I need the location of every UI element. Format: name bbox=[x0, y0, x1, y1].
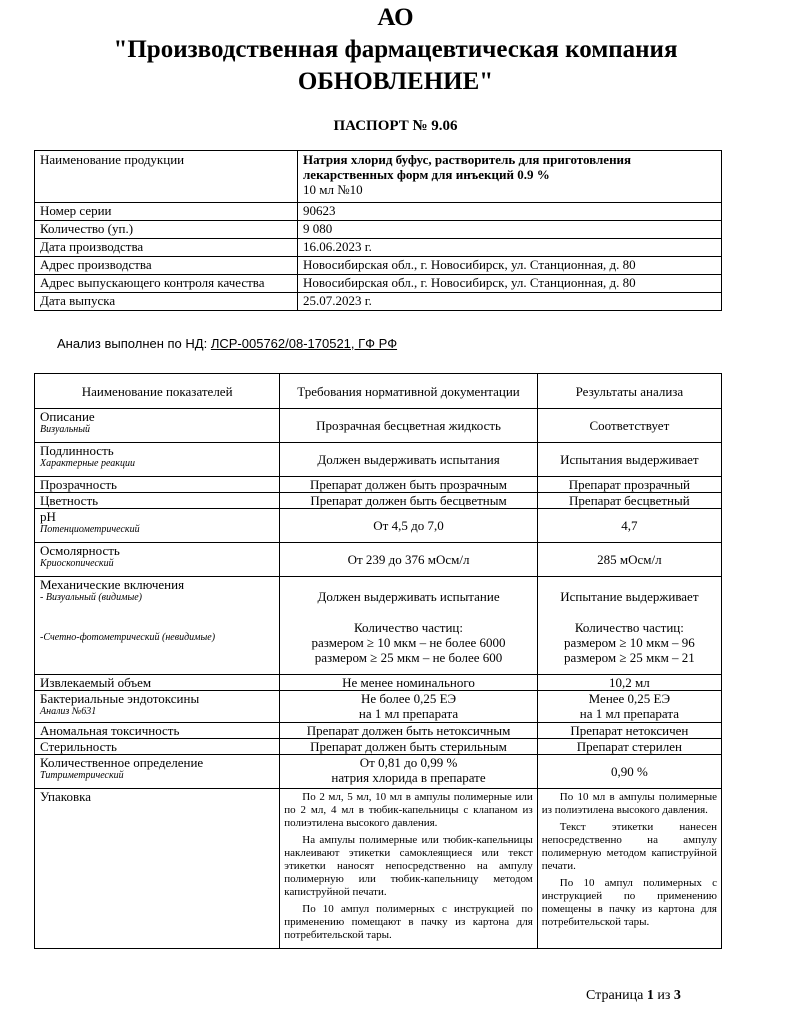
company-form: АО bbox=[377, 4, 414, 31]
row-method: Титриметрический bbox=[40, 770, 124, 781]
product-name: Натрия хлорид буфус, растворитель для приготовления лекарственных форм для инъекций 0.9 % bbox=[303, 152, 632, 182]
row-requirement: От 4,5 до 7,0 bbox=[280, 509, 537, 543]
release-date-value: 25.07.2023 г. bbox=[298, 293, 722, 311]
row-name: Механические включения bbox=[40, 577, 185, 592]
row-result: 0,90 % bbox=[537, 755, 721, 789]
packaging-result-p1: По 10 мл в ампулы полимерные из полиэтилена высокого давления. bbox=[541, 791, 717, 816]
row-result-25um: размером ≥ 25 мкм – 21 bbox=[563, 650, 695, 665]
row-result: Препарат стерилен bbox=[537, 739, 721, 755]
product-value bbox=[298, 151, 722, 203]
table-row bbox=[35, 755, 722, 789]
table-row bbox=[35, 691, 722, 723]
row-requirement: Препарат должен быть стерильным bbox=[280, 739, 537, 755]
table-row bbox=[35, 509, 722, 543]
row-name: Стерильность bbox=[35, 739, 280, 755]
row-name: pH bbox=[40, 509, 56, 524]
row-method: Анализ №631 bbox=[40, 706, 97, 717]
row-name: Подлинность bbox=[40, 443, 114, 458]
page-current: 1 bbox=[646, 988, 654, 1003]
row-requirement: Прозрачная бесцветная жидкость bbox=[280, 409, 537, 443]
row-requirement-line1: Не более 0,25 ЕЭ bbox=[360, 691, 457, 706]
row-result-count: Количество частиц: bbox=[574, 620, 684, 635]
row-requirement-line2: натрия хлорида в препарате bbox=[331, 770, 486, 785]
table-row bbox=[35, 789, 722, 949]
table-row bbox=[35, 443, 722, 477]
row-result: 285 мОсм/л bbox=[537, 543, 721, 577]
table-row bbox=[35, 675, 722, 691]
production-address-label: Адрес производства bbox=[35, 257, 298, 275]
row-requirement: От 239 до 376 мОсм/л bbox=[280, 543, 537, 577]
row-requirement-line2: на 1 мл препарата bbox=[358, 706, 459, 721]
packaging-result-p3: По 10 ампул полимерных с инструкцией по применению помещены в пачку из картона для потребительской тары. bbox=[541, 877, 717, 928]
row-requirement-count: Количество частиц: bbox=[354, 620, 463, 635]
row-result: Препарат прозрачный bbox=[537, 477, 721, 493]
product-info-table bbox=[34, 150, 722, 311]
header-results: Результаты анализа bbox=[537, 374, 721, 409]
quantity-value: 9 080 bbox=[298, 221, 722, 239]
row-name: Описание bbox=[40, 409, 95, 424]
row-name: Количественное определение bbox=[40, 755, 204, 770]
product-pack: 10 мл №10 bbox=[303, 182, 363, 197]
row-method-photometric: -Счетно-фотометрический (невидимые) bbox=[40, 632, 216, 643]
series-value: 90623 bbox=[298, 203, 722, 221]
quantity-label: Количество (уп.) bbox=[35, 221, 298, 239]
row-requirement: Не менее номинального bbox=[280, 675, 537, 691]
packaging-result-p2: Текст этикетки нанесен непосредственно на ампулу полимерную методом капиструйной печати. bbox=[541, 821, 717, 872]
row-requirement-visual: Должен выдерживать испытание bbox=[317, 589, 500, 604]
page-total: 3 bbox=[673, 988, 681, 1003]
page-of: из bbox=[657, 988, 671, 1003]
table-row bbox=[35, 723, 722, 739]
production-address-value: Новосибирская обл., г. Новосибирск, ул. Станционная, д. 80 bbox=[298, 257, 722, 275]
row-result: 10,2 мл bbox=[537, 675, 721, 691]
row-requirement: Должен выдерживать испытания bbox=[280, 443, 537, 477]
row-method-visual: - Визуальный (видимые) bbox=[40, 592, 143, 603]
nd-document-link: ЛСР-005762/08-170521, ГФ РФ bbox=[210, 336, 398, 351]
passport-title: ПАСПОРТ № 9.06 bbox=[333, 118, 458, 134]
row-name: Прозрачность bbox=[35, 477, 280, 493]
table-header-row bbox=[35, 374, 722, 409]
nd-prefix: Анализ выполнен по НД: bbox=[57, 336, 211, 351]
company-name-line1: "Производственная фармацевтическая компания bbox=[113, 36, 678, 63]
row-requirement: Препарат должен быть прозрачным bbox=[280, 477, 537, 493]
row-name: Аномальная токсичность bbox=[35, 723, 280, 739]
analysis-table bbox=[34, 373, 722, 949]
table-row bbox=[35, 477, 722, 493]
table-row bbox=[35, 577, 722, 675]
header-indicator: Наименование показателей bbox=[35, 374, 280, 409]
row-requirement-line1: От 0,81 до 0,99 % bbox=[359, 755, 458, 770]
row-result: Препарат нетоксичен bbox=[537, 723, 721, 739]
row-name: Извлекаемый объем bbox=[35, 675, 280, 691]
row-name: Цветность bbox=[35, 493, 280, 509]
row-requirement: Препарат должен быть нетоксичным bbox=[280, 723, 537, 739]
row-name: Осмолярность bbox=[40, 543, 120, 558]
packaging-requirement-p1: По 2 мл, 5 мл, 10 мл в ампулы полимерные или по 2 мл, 4 мл в тюбик-капельницы с клапаном из полиэтилена высокого давления. bbox=[284, 791, 533, 829]
table-row bbox=[35, 543, 722, 577]
row-result-line1: Менее 0,25 ЕЭ bbox=[588, 691, 671, 706]
table-row bbox=[35, 493, 722, 509]
release-date-label: Дата выпуска bbox=[35, 293, 298, 311]
packaging-requirement-p2: На ампулы полимерные или тюбик-капельницы наклеивают этикетки самоклеящиеся или текст этикетки наносят непосредственно на ампулу полимерную или тюбик-капельницу методом капиструйной печати. bbox=[284, 834, 533, 898]
production-date-label: Дата производства bbox=[35, 239, 298, 257]
row-result: Испытания выдерживает bbox=[537, 443, 721, 477]
row-method: Визуальный bbox=[40, 424, 91, 435]
row-result: 4,7 bbox=[537, 509, 721, 543]
normative-document-line bbox=[57, 336, 397, 351]
qc-address-label: Адрес выпускающего контроля качества bbox=[35, 275, 298, 293]
page-word: Страница bbox=[586, 988, 644, 1003]
row-requirement: Препарат должен быть бесцветным bbox=[280, 493, 537, 509]
row-requirement-10um: размером ≥ 10 мкм – не более 6000 bbox=[311, 635, 506, 650]
packaging-requirement-p3: По 10 ампул полимерных с инструкцией по применению помещают в пачку из картона для потребительской тары. bbox=[284, 903, 533, 941]
company-name-line2: ОБНОВЛЕНИЕ" bbox=[297, 68, 494, 95]
row-result-10um: размером ≥ 10 мкм – 96 bbox=[563, 635, 695, 650]
row-name: Упаковка bbox=[35, 789, 280, 949]
row-requirement-25um: размером ≥ 25 мкм – не более 600 bbox=[314, 650, 503, 665]
row-result-line2: на 1 мл препарата bbox=[579, 706, 679, 721]
product-label: Наименование продукции bbox=[35, 151, 298, 203]
page-number bbox=[586, 988, 681, 1004]
row-method: Потенциометрический bbox=[40, 524, 140, 535]
series-label: Номер серии bbox=[35, 203, 298, 221]
row-method: Криоскопический bbox=[40, 558, 114, 569]
row-result: Препарат бесцветный bbox=[537, 493, 721, 509]
row-method: Характерные реакции bbox=[40, 458, 135, 469]
row-result-visual: Испытание выдерживает bbox=[560, 589, 699, 604]
row-result: Соответствует bbox=[537, 409, 721, 443]
header-requirements: Требования нормативной документации bbox=[280, 374, 537, 409]
qc-address-value: Новосибирская обл., г. Новосибирск, ул. Станционная, д. 80 bbox=[298, 275, 722, 293]
table-row bbox=[35, 739, 722, 755]
table-row bbox=[35, 409, 722, 443]
row-name: Бактериальные эндотоксины bbox=[40, 691, 200, 706]
production-date-value: 16.06.2023 г. bbox=[298, 239, 722, 257]
